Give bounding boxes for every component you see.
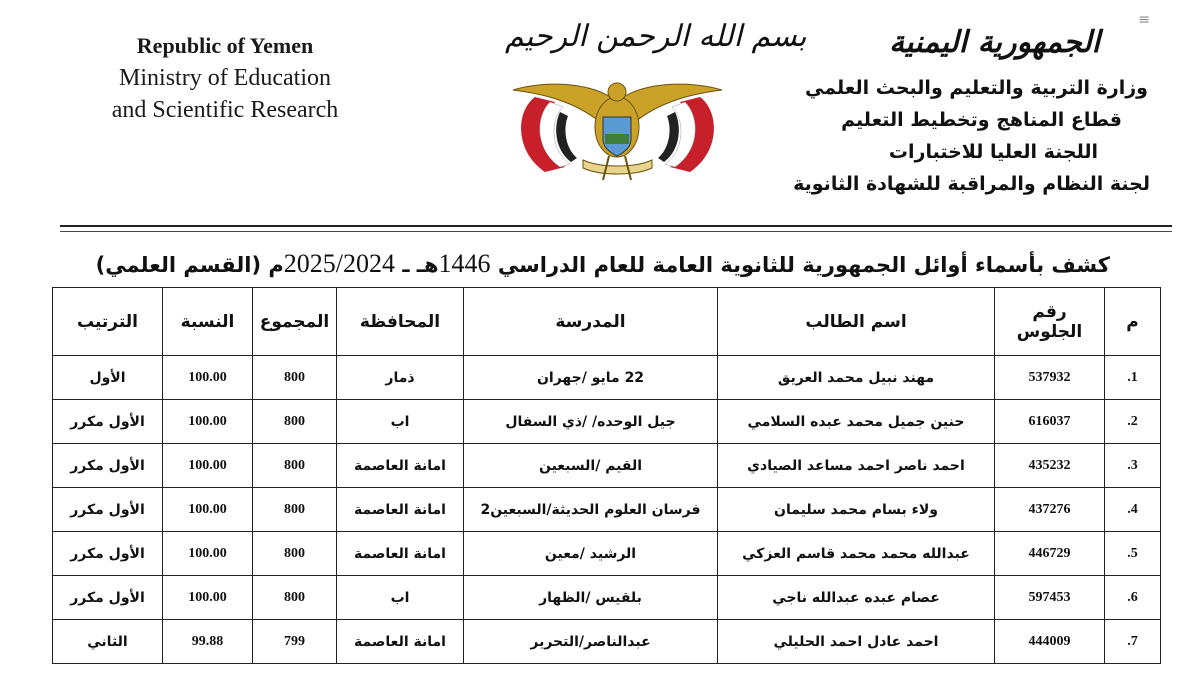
english-header: [60, 30, 390, 126]
cell-rank: الثاني: [53, 620, 163, 664]
header-index: م: [1105, 288, 1161, 356]
cell-percent: 100.00: [163, 400, 253, 444]
cell-total: 800: [253, 400, 337, 444]
table-row: [53, 444, 1161, 488]
cell-governorate: امانة العاصمة: [337, 532, 464, 576]
table-row: [53, 532, 1161, 576]
cell-percent: 99.88: [163, 620, 253, 664]
header-governorate: المحافظة: [337, 288, 464, 356]
cell-name: احمد عادل احمد الحليلي: [718, 620, 995, 664]
cell-index: 1.: [1105, 356, 1161, 400]
title-hijri-suffix: هـ ـ: [402, 253, 439, 277]
basmala: بسم الله الرحمن الرحيم: [505, 19, 807, 54]
cell-total: 800: [253, 356, 337, 400]
cell-percent: 100.00: [163, 488, 253, 532]
cell-index: 7.: [1105, 620, 1161, 664]
header-rank: الترتيب: [53, 288, 163, 356]
cell-percent: 100.00: [163, 532, 253, 576]
table-header-row: [53, 288, 1161, 356]
arabic-sub-committee: لجنة النظام والمراقبة للشهادة الثانوية: [793, 173, 1150, 195]
cell-school: جيل الوحده/ /ذي السفال: [464, 400, 718, 444]
english-ministry-line1: Ministry of Education: [119, 65, 331, 91]
arabic-sector: قطاع المناهج وتخطيط التعليم: [841, 109, 1122, 131]
cell-school: فرسان العلوم الحديثة/السبعين2: [464, 488, 718, 532]
cell-school: 22 مايو /جهران: [464, 356, 718, 400]
header-percent: النسبة: [163, 288, 253, 356]
cell-total: 800: [253, 488, 337, 532]
cell-name: مهند نبيل محمد العريق: [718, 356, 995, 400]
cell-name: حنين جميل محمد عبده السلامي: [718, 400, 995, 444]
cell-index: 4.: [1105, 488, 1161, 532]
cell-percent: 100.00: [163, 356, 253, 400]
cell-governorate: ذمار: [337, 356, 464, 400]
header-name: اسم الطالب: [718, 288, 995, 356]
cell-rank: الأول: [53, 356, 163, 400]
results-table: [52, 287, 1161, 664]
cell-name: عصام عبده عبدالله ناجي: [718, 576, 995, 620]
cell-index: 2.: [1105, 400, 1161, 444]
cell-name: احمد ناصر احمد مساعد الصيادي: [718, 444, 995, 488]
cell-governorate: اب: [337, 400, 464, 444]
corner-mark: ≡: [1138, 12, 1150, 28]
cell-governorate: امانة العاصمة: [337, 488, 464, 532]
cell-seat: 597453: [995, 576, 1105, 620]
cell-governorate: امانة العاصمة: [337, 444, 464, 488]
cell-total: 800: [253, 532, 337, 576]
header-seat: رقم الجلوس: [995, 288, 1105, 356]
cell-school: القيم /السبعين: [464, 444, 718, 488]
table-row: [53, 356, 1161, 400]
header-divider-thin: [60, 231, 1172, 232]
cell-school: عبدالناصر/التحرير: [464, 620, 718, 664]
english-ministry-line2: and Scientific Research: [111, 97, 339, 123]
title-greg-suffix: م: [268, 253, 284, 277]
cell-seat: 437276: [995, 488, 1105, 532]
cell-rank: الأول مكرر: [53, 576, 163, 620]
cell-index: 6.: [1105, 576, 1161, 620]
cell-seat: 435232: [995, 444, 1105, 488]
title-prefix: كشف بأسماء أوائل الجمهورية للثانوية العامة للعام الدراسي: [497, 253, 1110, 277]
cell-name: عبدالله محمد محمد قاسم العزكي: [718, 532, 995, 576]
cell-seat: 616037: [995, 400, 1105, 444]
title-greg-year: 2025/2024: [283, 249, 395, 278]
arabic-committee: اللجنة العليا للاختبارات: [888, 141, 1098, 163]
header-divider-thick: [60, 225, 1172, 227]
cell-rank: الأول مكرر: [53, 532, 163, 576]
cell-percent: 100.00: [163, 576, 253, 620]
cell-total: 799: [253, 620, 337, 664]
cell-index: 5.: [1105, 532, 1161, 576]
cell-name: ولاء بسام محمد سليمان: [718, 488, 995, 532]
cell-school: بلقيس /الظهار: [464, 576, 718, 620]
cell-school: الرشيد /معين: [464, 532, 718, 576]
english-country: Republic of Yemen: [136, 33, 314, 58]
title-hijri-year: 1446: [438, 249, 491, 278]
table-row: [53, 400, 1161, 444]
cell-rank: الأول مكرر: [53, 444, 163, 488]
table-row: [53, 488, 1161, 532]
cell-seat: 444009: [995, 620, 1105, 664]
cell-seat: 446729: [995, 532, 1105, 576]
cell-governorate: اب: [337, 576, 464, 620]
header-total: المجموع: [253, 288, 337, 356]
cell-percent: 100.00: [163, 444, 253, 488]
cell-rank: الأول مكرر: [53, 488, 163, 532]
cell-governorate: امانة العاصمة: [337, 620, 464, 664]
cell-seat: 537932: [995, 356, 1105, 400]
header-school: المدرسة: [464, 288, 718, 356]
document-title: [60, 248, 1110, 281]
table-row: [53, 576, 1161, 620]
cell-index: 3.: [1105, 444, 1161, 488]
arabic-ministry: وزارة التربية والتعليم والبحث العلمي: [805, 77, 1148, 99]
cell-total: 800: [253, 576, 337, 620]
cell-total: 800: [253, 444, 337, 488]
cell-rank: الأول مكرر: [53, 400, 163, 444]
yemen-eagle-emblem-icon: [505, 72, 730, 184]
title-section: (القسم العلمي): [95, 253, 262, 277]
table-row: [53, 620, 1161, 664]
arabic-header: [780, 20, 1160, 200]
arabic-country: الجمهورية اليمنية: [889, 25, 1100, 60]
